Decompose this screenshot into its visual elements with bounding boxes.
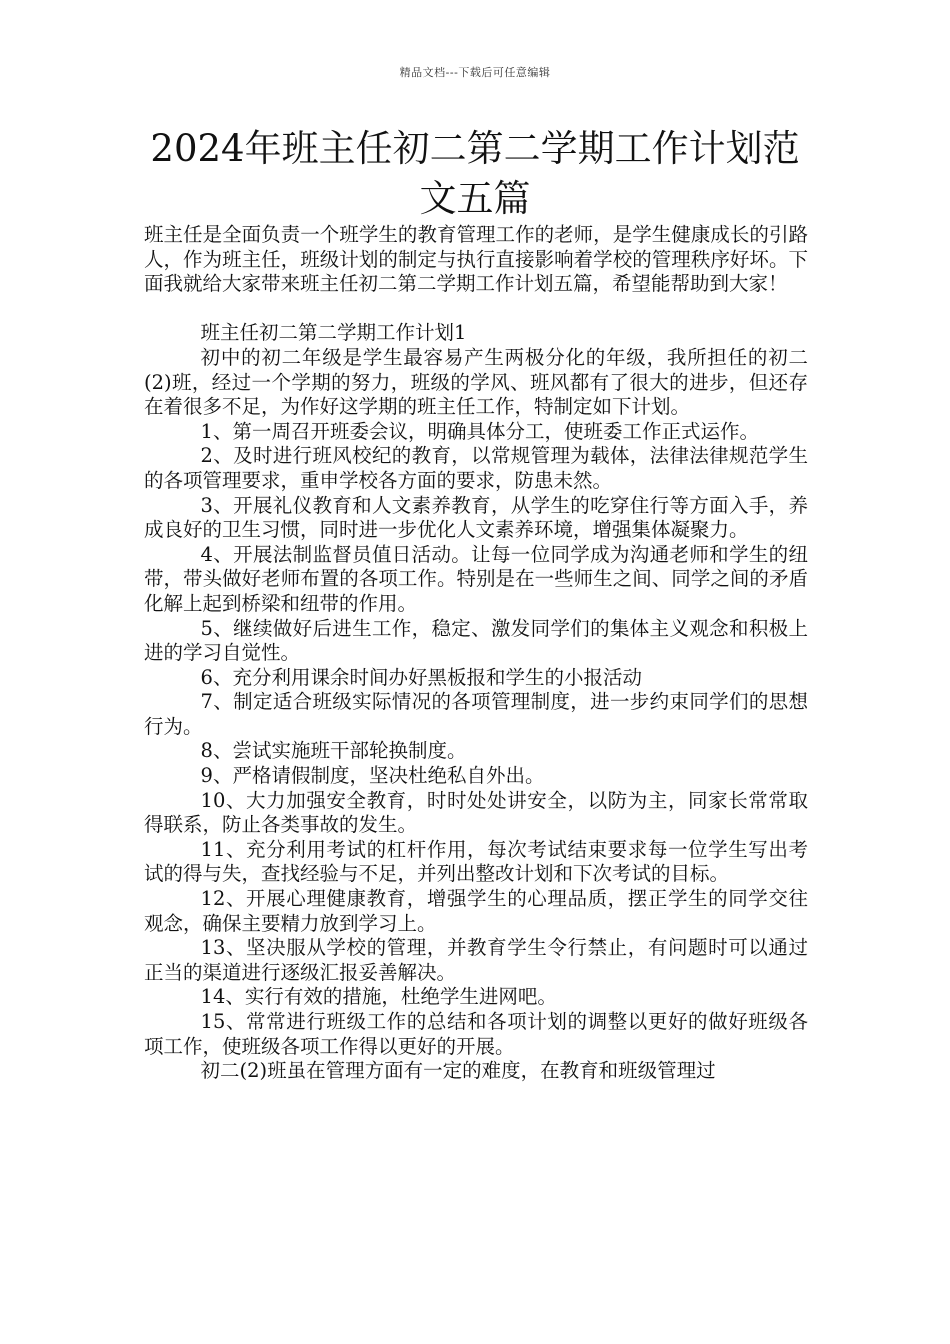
plan-item: 12、开展心理健康教育，增强学生的心理品质，摆正学生的同学交往观念，确保主要精力放到学习上。 [144, 887, 808, 935]
plan-item: 11、充分利用考试的杠杆作用，每次考试结束要求每一位学生写出考试的得与失，查找经验与不足，并列出整改计划和下次考试的目标。 [144, 837, 808, 886]
plan-item: 8、尝试实施班干部轮换制度。 [200, 739, 467, 763]
plan-item: 4、开展法制监督员值日活动。让每一位同学成为沟通老师和学生的纽带，带头做好老师布置的各项工作。特别是在一些师生之间、同学之间的矛盾化解上起到桥梁和纽带的作用。 [144, 542, 808, 615]
section-heading: 班主任初二第二学期工作计划1 [200, 321, 467, 345]
plan-item: 9、严格请假制度，坚决杜绝私自外出。 [200, 764, 545, 788]
plan-item: 14、实行有效的措施，杜绝学生进网吧。 [200, 985, 557, 1009]
intro-paragraph: 班主任是全面负责一个班学生的教育管理工作的老师，是学生健康成长的引路人，作为班主任，班级计划的制定与执行直接影响着学校的管理秩序好坏。下面我就给大家带来班主任初二第二学期工作计划五篇，希望能帮助到大家！ [144, 223, 808, 296]
plan-item: 2、及时进行班风校纪的教育，以常规管理为载体，法律法律规范学生的各项管理要求，重申学校各方面的要求，防患未然。 [144, 444, 808, 492]
document-body [144, 223, 808, 1084]
plan-item: 1、第一周召开班委会议，明确具体分工，使班委工作正式运作。 [200, 419, 759, 443]
closing-paragraph: 初二(2)班虽在管理方面有一定的难度，在教育和班级管理过 [200, 1059, 716, 1083]
document-title: 2024年班主任初二第二学期工作计划范文五篇 [150, 127, 800, 220]
section-intro-paragraph: 初中的初二年级是学生最容易产生两极分化的年级，我所担任的初二(2)班，经过一个学期的努力，班级的学风、班风都有了很大的进步，但还存在着很多不足，为作好这学期的班主任工作，特制定如下计划。 [144, 345, 808, 419]
plan-item: 7、制定适合班级实际情况的各项管理制度，进一步约束同学们的思想行为。 [144, 690, 808, 738]
plan-item: 3、开展礼仪教育和人文素养教育，从学生的吃穿住行等方面入手，养成良好的卫生习惯，同时进一步优化人文素养环境，增强集体凝聚力。 [144, 493, 808, 542]
paragraph-gap [144, 297, 808, 322]
plan-item: 10、大力加强安全教育，时时处处讲安全，以防为主，同家长常常取得联系，防止各类事故的发生。 [144, 788, 808, 837]
header-note: 精品文档---下载后可任意编辑 [399, 66, 551, 79]
plan-item: 13、坚决服从学校的管理，并教育学生令行禁止，有问题时可以通过正当的渠道进行逐级汇报妥善解决。 [144, 936, 808, 984]
plan-item: 6、充分利用课余时间办好黑板报和学生的小报活动 [200, 665, 642, 689]
plan-item: 5、继续做好后进生工作，稳定、激发同学们的集体主义观念和积极上进的学习自觉性。 [144, 616, 808, 665]
plan-item: 15、常常进行班级工作的总结和各项计划的调整以更好的做好班级各项工作，使班级各项工作得以更好的开展。 [144, 1010, 808, 1058]
